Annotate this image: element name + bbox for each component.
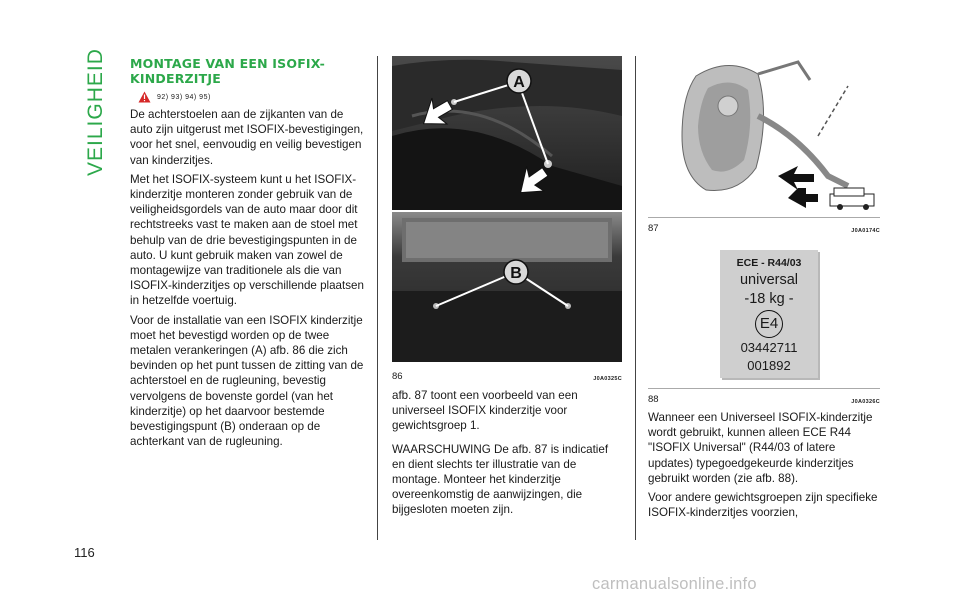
column-3 (648, 56, 880, 524)
column-divider (635, 56, 636, 540)
paragraph: WAARSCHUWING De afb. 87 is indicatief en dient slechts ter illustratie van de montage. Monteer het kinderzitje overeenkomstig de aanwijzingen, die bijgesloten moeten zijn. (392, 442, 609, 517)
label-b: B (510, 265, 522, 282)
paragraph: De achterstoelen aan de zijkanten van de auto zijn uitgerust met ISOFIX-bevestigingen, voor het snel, eenvoudig en veilig bevestigen van kinderzitjes. (130, 108, 364, 167)
figure-code: J0A0325C (593, 376, 622, 382)
figure-88-caption (648, 388, 880, 405)
ece-approval-label (720, 250, 818, 378)
column-2 (392, 56, 622, 522)
ece-number-2: 001892 (747, 358, 791, 373)
ece-weight: -18 kg - (744, 291, 794, 307)
paragraph: Met het ISOFIX-systeem kunt u het ISOFIX-kinderzitje monteren zonder gebruik van de veiligheidsgordels van de auto maar door dit rechtstreeks vast te maken aan de stoel met behulp van de drie bevestigingspunten in de auto. U kunt gebruik maken van zowel de montagewijze van traditionele als die van ISOFIX-kinderzitjes op verschillende plaatsen in hetzelfde voertuig. (130, 172, 364, 308)
page-number: 116 (74, 545, 95, 560)
section-heading (130, 56, 366, 86)
ece-standard: ECE - R44/03 (736, 257, 802, 269)
figure-87-illustration (648, 56, 880, 217)
warning-references (138, 90, 366, 104)
figure-code: J0A0326C (851, 399, 880, 405)
heading-line-1: MONTAGE VAN EEN ISOFIX- (130, 56, 325, 71)
paragraph: afb. 87 toont een voorbeeld van een universeel ISOFIX kinderzitje voor gewichtsgroep 1. (392, 389, 578, 433)
watermark: carmanualsonline.info (592, 575, 757, 593)
section-title (74, 48, 114, 178)
warning-refs-text: 92) 93) 94) 95) (157, 93, 211, 101)
paragraph: Voor andere gewichtsgroepen zijn specifieke ISOFIX-kinderzitjes voorzien, (648, 491, 878, 520)
figure-number: 87 (648, 223, 659, 234)
column-1 (130, 56, 366, 453)
warning-icon (138, 91, 151, 103)
figure-86-caption (392, 368, 622, 382)
label-a: A (513, 74, 525, 91)
heading-line-2: KINDERZITJE (130, 71, 221, 86)
paragraph: Wanneer een Universeel ISOFIX-kinderzitje wordt gebruikt, kunnen alleen ECE R44 "ISOFIX Universal" (R44/03 of latere updates) typegoedgekeurde kinderzitjes gebruikt worden (zie afb. 88). (648, 411, 873, 485)
figure-88 (648, 250, 880, 405)
figure-number: 86 (392, 371, 403, 382)
paragraph: Voor de installatie van een ISOFIX kinderzitje moet het bevestigd worden op de twee metalen verankeringen (A) afb. 86 die zich bevinden op het punt tussen de zitting van de achterstoel en de rugleuning, bevestig vervolgens de bovenste gordel (van het kinderzitje) op het daarvoor bestemde bevestigingspunt (B) onderaan op de achterkant van de rugleuning. (130, 313, 364, 449)
ece-number-1: 03442711 (740, 340, 798, 355)
figure-number: 88 (648, 394, 659, 405)
section-title-text: VEILIGHEID (84, 48, 107, 176)
figure-87-caption (648, 217, 880, 234)
column-divider (377, 56, 378, 540)
figure-86-photo (392, 56, 622, 367)
figure-code: J0A0174C (851, 228, 880, 234)
ece-category: universal (739, 272, 799, 288)
ece-mark: E4 (755, 310, 783, 338)
